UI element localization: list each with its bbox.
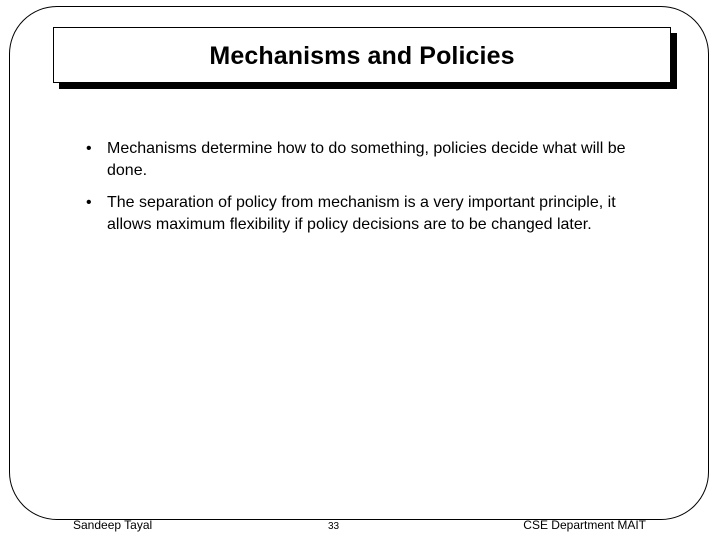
footer-author: Sandeep Tayal (73, 518, 153, 532)
bullet-list (86, 138, 646, 246)
title-box (53, 27, 671, 83)
bullet-text: The separation of policy from mechanism is a very important principle, it allows maximum flexibility if policy decisions are to be changed later. (107, 194, 616, 233)
footer-page-number: 33 (328, 521, 340, 532)
bullet-dot-icon: • (86, 194, 92, 211)
slide-title: Mechanisms and Policies (209, 41, 515, 70)
bullet-item-mechanisms (86, 138, 646, 182)
footer-department: CSE Department MAIT (523, 518, 646, 532)
bullet-dot-icon: • (86, 140, 92, 157)
bullet-item-separation (86, 192, 646, 236)
bullet-text: Mechanisms determine how to do something, policies decide what will be done. (107, 140, 626, 179)
